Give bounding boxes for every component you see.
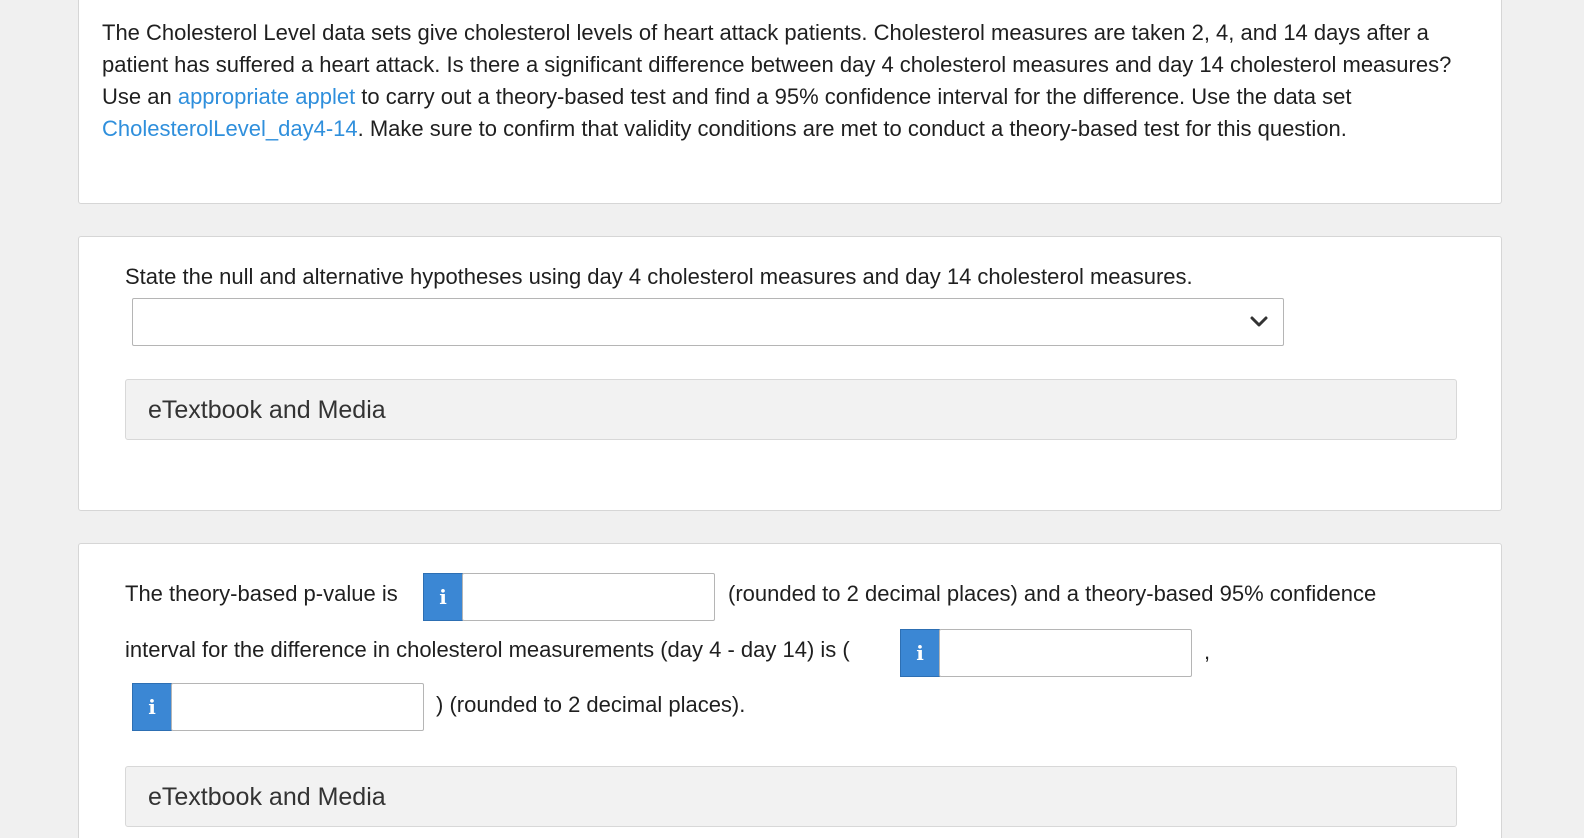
etextbook-media-toggle-1[interactable] bbox=[125, 379, 1457, 440]
dataset-link[interactable]: CholesterolLevel_day4-14 bbox=[102, 116, 358, 141]
etextbook-media-label: eTextbook and Media bbox=[148, 783, 386, 811]
hypotheses-question-card bbox=[78, 236, 1502, 511]
intro-text-part1: The Cholesterol Level data sets give cholesterol levels of heart attack patients. Cholesterol measures are taken 2, 4, and 14 days after a patient has suffered a heart attack. Is there a significant difference between day 4 cholesterol measures and day 14 cholesterol measures? Use an bbox=[102, 20, 1452, 109]
ci-upper-input[interactable] bbox=[171, 683, 424, 731]
pvalue-label: The theory-based p-value is bbox=[125, 581, 398, 606]
ci-rounding-text: ) (rounded to 2 decimal places). bbox=[436, 692, 746, 717]
hypotheses-select[interactable] bbox=[132, 298, 1284, 346]
etextbook-media-label: eTextbook and Media bbox=[148, 396, 386, 424]
intro-text-part3: . Make sure to confirm that validity conditions are met to conduct a theory-based test for this question. bbox=[357, 116, 1347, 141]
ci-comma: , bbox=[1204, 639, 1211, 664]
intro-paragraph bbox=[102, 17, 1479, 145]
appropriate-applet-link[interactable]: appropriate applet bbox=[177, 84, 356, 109]
intro-text-part2: to carry out a theory-based test and find a 95% confidence interval for the difference. Use the data set bbox=[355, 84, 1352, 109]
ci-upper-info-button[interactable]: i bbox=[132, 683, 172, 731]
pvalue-input[interactable] bbox=[462, 573, 715, 621]
question-intro-card bbox=[78, 0, 1502, 204]
etextbook-media-toggle-2[interactable] bbox=[125, 766, 1457, 827]
pvalue-info-button[interactable]: i bbox=[423, 573, 463, 621]
interval-label: interval for the difference in cholesterol measurements (day 4 - day 14) is ( bbox=[125, 637, 850, 662]
pvalue-rounding-text: (rounded to 2 decimal places) and a theory-based 95% confidence bbox=[728, 581, 1377, 606]
pvalue-ci-question-card bbox=[78, 543, 1502, 838]
ci-lower-input[interactable] bbox=[939, 629, 1192, 677]
ci-lower-info-button[interactable]: i bbox=[900, 629, 940, 677]
chevron-down-icon bbox=[1249, 312, 1269, 332]
hypotheses-prompt: State the null and alternative hypotheses using day 4 cholesterol measures and day 14 cholesterol measures. bbox=[125, 264, 1193, 289]
